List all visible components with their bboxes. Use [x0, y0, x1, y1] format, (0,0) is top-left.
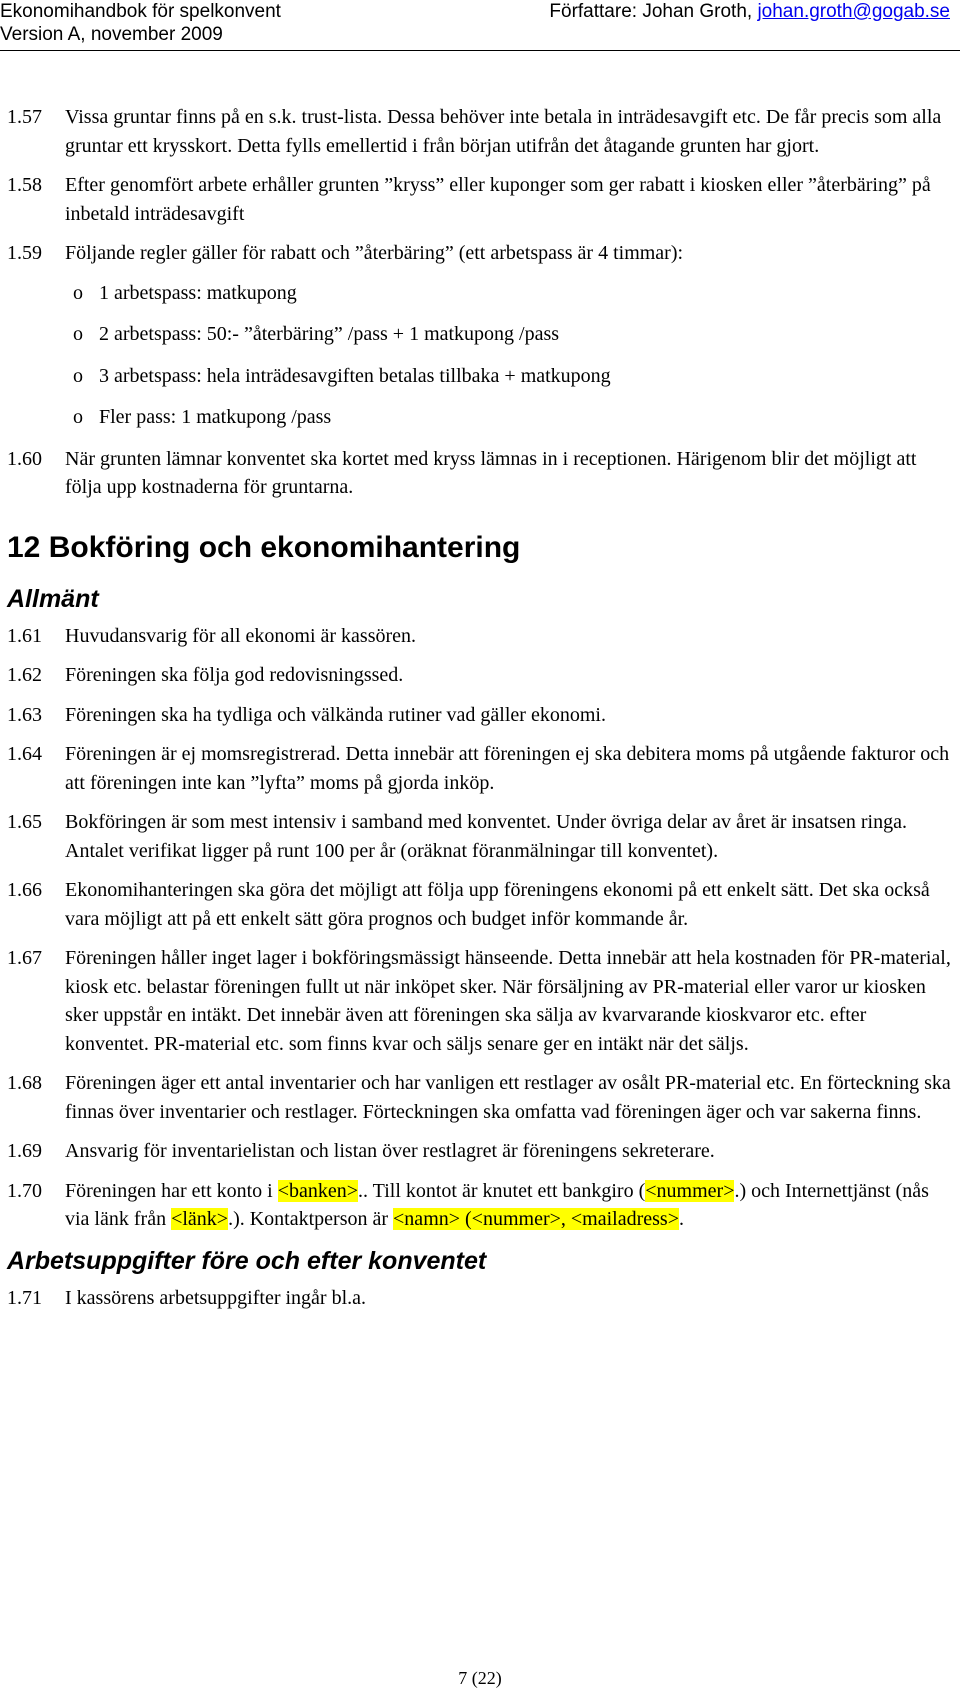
- author-email-link[interactable]: johan.groth@gogab.se: [757, 1, 950, 22]
- page-header: [0, 0, 960, 51]
- bullet-text: Fler pass: 1 matkupong /pass: [99, 406, 332, 428]
- list-item: [7, 701, 955, 730]
- item-text: I kassörens arbetsuppgifter ingår bl.a.: [65, 1286, 367, 1309]
- item-number: 1.63: [7, 703, 42, 726]
- page-number: 7 (22): [458, 1668, 502, 1688]
- header-left: [0, 0, 281, 46]
- bullet-marker: o: [73, 323, 83, 345]
- list-item: [7, 445, 955, 502]
- item-number: 1.68: [7, 1072, 42, 1094]
- list-item: [7, 1177, 955, 1234]
- bullet-marker: o: [73, 281, 83, 304]
- bullet-item: [7, 320, 955, 349]
- bullet-marker: o: [73, 406, 83, 428]
- item-number: 1.65: [7, 811, 42, 833]
- item-text: Föreningen äger ett antal inventarier och har vanligen ett restlager av osålt PR-material etc. En förteckning ska finnas över inventarier och restlager. Förteckningen ska omfatta vad föreningen äger och var sakerna finns.: [65, 1072, 951, 1123]
- header-right: [549, 0, 950, 23]
- item-text: Föreningen är ej momsregistrerad. Detta innebär att föreningen ej ska debitera moms på utgående fakturor och att föreningen inte kan ”lyfta” moms på gjorda inköp.: [65, 743, 950, 794]
- document-version: Version A, november 2009: [0, 24, 223, 45]
- list-item: [7, 622, 955, 651]
- item-number: 1.64: [7, 743, 42, 765]
- text-segment: Föreningen har ett konto i: [65, 1179, 278, 1202]
- list-item: [7, 103, 955, 160]
- item-text: Ansvarig för inventarielistan och listan över restlagret är föreningens sekreterare.: [65, 1140, 715, 1162]
- list-item: [7, 1137, 955, 1166]
- text-segment: .). Kontaktperson är: [228, 1208, 394, 1230]
- list-item: [7, 876, 955, 933]
- item-number: 1.70: [7, 1179, 42, 1202]
- item-number: 1.71: [7, 1286, 42, 1309]
- text-segment: .: [678, 1208, 684, 1230]
- item-text-bank-account: [65, 1177, 955, 1234]
- text-segment: .) och Internettjänst (nås via länk från: [65, 1179, 929, 1230]
- list-item: [7, 740, 955, 797]
- bullet-marker: o: [73, 364, 83, 387]
- item-number: 1.67: [7, 947, 42, 969]
- item-number: 1.69: [7, 1140, 42, 1162]
- item-number: 1.66: [7, 879, 42, 901]
- bullet-text: 3 arbetspass: hela inträdesavgiften betalas tillbaka + matkupong: [99, 364, 611, 387]
- bullet-item: [7, 403, 955, 432]
- document-title: Ekonomihandbok för spelkonvent: [0, 1, 281, 22]
- item-number: 1.57: [7, 106, 42, 128]
- list-item: [7, 808, 955, 865]
- bullet-item: [7, 362, 955, 391]
- list-item: [7, 1069, 955, 1126]
- item-text: Vissa gruntar finns på en s.k. trust-lista. Dessa behöver inte betala in inträdesavgift etc. De får precis som alla gruntar ett krysskort. Detta fylls emellertid i från början utifrån det åtagande grunten har gjort.: [65, 106, 942, 157]
- item-text: Ekonomihanteringen ska göra det möjligt att följa upp föreningens ekonomi på ett enkelt sätt. Det ska också vara möjligt att på ett enkelt sätt göra prognos och budget inför kommande år.: [65, 879, 930, 930]
- bullet-text: 2 arbetspass: 50:- ”återbäring” /pass + 1 matkupong /pass: [99, 323, 560, 345]
- document-body: [7, 103, 955, 1323]
- list-item: [7, 944, 955, 1058]
- item-number: 1.62: [7, 664, 42, 686]
- item-number: 1.59: [7, 242, 42, 264]
- list-item: [7, 239, 955, 268]
- bullet-text: 1 arbetspass: matkupong: [99, 281, 297, 304]
- item-number: 1.58: [7, 174, 42, 196]
- item-text: Efter genomfört arbete erhåller grunten ”kryss” eller kuponger som ger rabatt i kiosken eller ”återbäring” på inbetald inträdesavgift: [65, 174, 931, 225]
- list-item: [7, 661, 955, 690]
- rules-bullet-list: [7, 279, 955, 432]
- chapter-heading: 12 Bokföring och ekonomihantering: [7, 530, 521, 564]
- item-text: Bokföringen är som mest intensiv i samband med konventet. Under övriga delar av året är insatsen ringa. Antalet verifikat ligger på runt 100 per år (oräknat föranmälningar till konventet).: [65, 811, 907, 862]
- section-heading-general: Allmänt: [7, 584, 99, 613]
- list-item: [7, 171, 955, 228]
- bullet-item: [7, 279, 955, 308]
- item-text: Föreningen ska ha tydliga och välkända rutiner vad gäller ekonomi.: [65, 703, 606, 726]
- placeholder-number: <nummer>: [645, 1179, 735, 1202]
- item-number: 1.60: [7, 447, 42, 470]
- list-item: [7, 1284, 955, 1313]
- author-label: Författare: Johan Groth,: [549, 1, 758, 22]
- placeholder-bank: <banken>: [277, 1179, 359, 1202]
- item-text: När grunten lämnar konventet ska kortet med kryss lämnas in i receptionen. Härigenom blir det möjligt att följa upp kostnaderna för gruntarna.: [65, 447, 917, 498]
- item-number: 1.61: [7, 624, 42, 647]
- section-heading-tasks: Arbetsuppgifter före och efter konventet: [7, 1246, 487, 1275]
- item-text: Följande regler gäller för rabatt och ”återbäring” (ett arbetspass är 4 timmar):: [65, 242, 684, 264]
- item-text: Föreningen ska följa god redovisningssed.: [65, 664, 404, 686]
- item-text: Föreningen håller inget lager i bokföringsmässigt hänseende. Detta innebär att hela kostnaden för PR-material, kiosk etc. belastar föreningen fullt ut när inköpet sker. När försäljning av PR-material eller varor ur kiosken sker uppstår en intäkt. Det innebär även att föreningen ska sälja av kvarvarande kioskvaror etc. efter konventet. PR-material etc. som finns kvar och säljs senare ger en intäkt när det säljs.: [65, 947, 951, 1055]
- placeholder-contact: <namn> (<nummer>, <mailadress>: [393, 1208, 679, 1230]
- item-text: Huvudansvarig för all ekonomi är kassören.: [65, 624, 417, 647]
- placeholder-link: <länk>: [171, 1208, 229, 1230]
- text-segment: .. Till kontot är knutet ett bankgiro (: [358, 1179, 646, 1202]
